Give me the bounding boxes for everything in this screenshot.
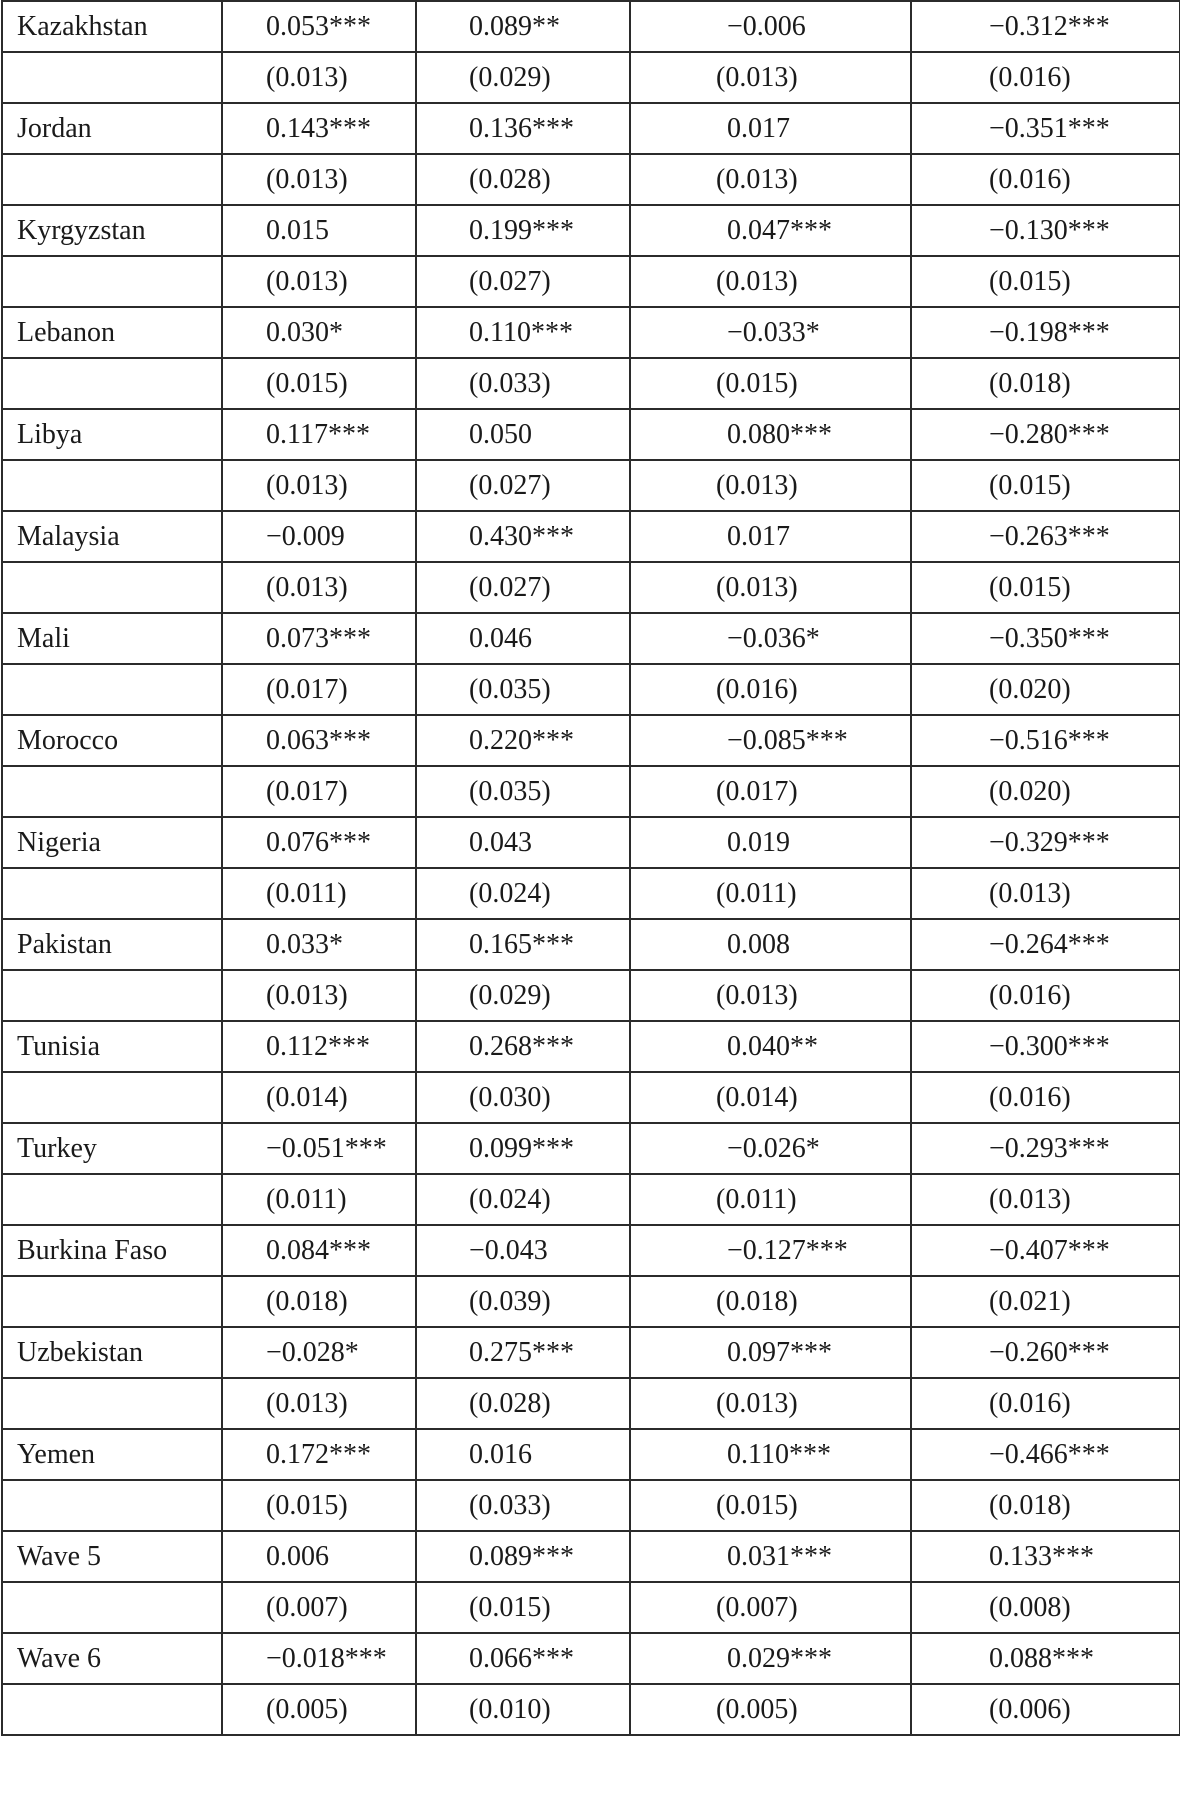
standard-error-cell: (0.013) (630, 1378, 911, 1429)
row-label: Uzbekistan (2, 1327, 222, 1378)
standard-error-cell: (0.013) (630, 562, 911, 613)
coefficient-cell: −0.085*** (630, 715, 911, 766)
standard-error-cell: (0.017) (222, 766, 416, 817)
standard-error-row-yemen (2, 1480, 1180, 1531)
standard-error-cell: (0.016) (630, 664, 911, 715)
coefficient-row-uzbekistan (2, 1327, 1180, 1378)
coefficient-cell: 0.165*** (416, 919, 630, 970)
coefficient-cell: 0.053*** (222, 1, 416, 52)
standard-error-cell: (0.016) (911, 154, 1180, 205)
coefficient-cell: 0.033* (222, 919, 416, 970)
row-label: Kyrgyzstan (2, 205, 222, 256)
standard-error-cell: (0.015) (911, 256, 1180, 307)
coefficient-row-mali (2, 613, 1180, 664)
coefficient-cell: 0.040** (630, 1021, 911, 1072)
coefficient-cell: 0.430*** (416, 511, 630, 562)
row-label: Nigeria (2, 817, 222, 868)
row-label: Wave 6 (2, 1633, 222, 1684)
standard-error-cell: (0.014) (630, 1072, 911, 1123)
coefficient-row-burkina-faso (2, 1225, 1180, 1276)
coefficient-cell: −0.407*** (911, 1225, 1180, 1276)
regression-table (1, 0, 1180, 1736)
standard-error-row-jordan (2, 154, 1180, 205)
coefficient-cell: 0.172*** (222, 1429, 416, 1480)
standard-error-cell: (0.018) (222, 1276, 416, 1327)
standard-error-row-burkina-faso (2, 1276, 1180, 1327)
coefficient-cell: −0.263*** (911, 511, 1180, 562)
standard-error-cell: (0.013) (222, 256, 416, 307)
coefficient-cell: 0.050 (416, 409, 630, 460)
coefficient-cell: 0.112*** (222, 1021, 416, 1072)
standard-error-cell: (0.015) (630, 358, 911, 409)
standard-error-cell: (0.013) (222, 1378, 416, 1429)
empty-label-cell (2, 766, 222, 817)
coefficient-cell: −0.198*** (911, 307, 1180, 358)
coefficient-cell: −0.351*** (911, 103, 1180, 154)
coefficient-cell: −0.300*** (911, 1021, 1180, 1072)
standard-error-cell: (0.015) (222, 1480, 416, 1531)
standard-error-cell: (0.005) (630, 1684, 911, 1735)
coefficient-row-pakistan (2, 919, 1180, 970)
coefficient-cell: −0.280*** (911, 409, 1180, 460)
standard-error-cell: (0.013) (222, 52, 416, 103)
row-label: Burkina Faso (2, 1225, 222, 1276)
standard-error-cell: (0.014) (222, 1072, 416, 1123)
coefficient-cell: 0.031*** (630, 1531, 911, 1582)
empty-label-cell (2, 1174, 222, 1225)
coefficient-row-morocco (2, 715, 1180, 766)
coefficient-row-wave-5 (2, 1531, 1180, 1582)
standard-error-cell: (0.028) (416, 154, 630, 205)
coefficient-cell: −0.466*** (911, 1429, 1180, 1480)
coefficient-cell: −0.043 (416, 1225, 630, 1276)
standard-error-row-turkey (2, 1174, 1180, 1225)
standard-error-cell: (0.017) (630, 766, 911, 817)
standard-error-row-kyrgyzstan (2, 256, 1180, 307)
coefficient-cell: 0.008 (630, 919, 911, 970)
standard-error-cell: (0.011) (630, 1174, 911, 1225)
standard-error-cell: (0.013) (911, 1174, 1180, 1225)
standard-error-cell: (0.028) (416, 1378, 630, 1429)
standard-error-cell: (0.024) (416, 868, 630, 919)
standard-error-cell: (0.013) (630, 154, 911, 205)
standard-error-cell: (0.013) (222, 154, 416, 205)
standard-error-cell: (0.006) (911, 1684, 1180, 1735)
row-label: Libya (2, 409, 222, 460)
row-label: Kazakhstan (2, 1, 222, 52)
standard-error-cell: (0.013) (630, 460, 911, 511)
standard-error-cell: (0.011) (630, 868, 911, 919)
coefficient-row-lebanon (2, 307, 1180, 358)
standard-error-row-tunisia (2, 1072, 1180, 1123)
coefficient-cell: −0.329*** (911, 817, 1180, 868)
coefficient-cell: 0.047*** (630, 205, 911, 256)
standard-error-cell: (0.027) (416, 256, 630, 307)
standard-error-cell: (0.007) (630, 1582, 911, 1633)
coefficient-cell: 0.117*** (222, 409, 416, 460)
coefficient-row-kazakhstan (2, 1, 1180, 52)
standard-error-cell: (0.021) (911, 1276, 1180, 1327)
standard-error-cell: (0.033) (416, 1480, 630, 1531)
coefficient-cell: 0.133*** (911, 1531, 1180, 1582)
standard-error-cell: (0.020) (911, 766, 1180, 817)
coefficient-row-yemen (2, 1429, 1180, 1480)
coefficient-cell: 0.066*** (416, 1633, 630, 1684)
coefficient-cell: 0.016 (416, 1429, 630, 1480)
row-label: Turkey (2, 1123, 222, 1174)
standard-error-cell: (0.013) (222, 460, 416, 511)
standard-error-cell: (0.018) (911, 358, 1180, 409)
coefficient-cell: 0.110*** (630, 1429, 911, 1480)
coefficient-cell: −0.516*** (911, 715, 1180, 766)
standard-error-cell: (0.015) (630, 1480, 911, 1531)
empty-label-cell (2, 460, 222, 511)
coefficient-cell: 0.076*** (222, 817, 416, 868)
standard-error-cell: (0.013) (630, 970, 911, 1021)
standard-error-cell: (0.013) (222, 562, 416, 613)
standard-error-cell: (0.007) (222, 1582, 416, 1633)
standard-error-cell: (0.015) (911, 562, 1180, 613)
coefficient-cell: 0.017 (630, 511, 911, 562)
standard-error-cell: (0.027) (416, 562, 630, 613)
coefficient-cell: 0.073*** (222, 613, 416, 664)
standard-error-cell: (0.015) (222, 358, 416, 409)
standard-error-cell: (0.020) (911, 664, 1180, 715)
coefficient-cell: −0.127*** (630, 1225, 911, 1276)
empty-label-cell (2, 154, 222, 205)
row-label: Pakistan (2, 919, 222, 970)
coefficient-cell: −0.006 (630, 1, 911, 52)
standard-error-row-pakistan (2, 970, 1180, 1021)
standard-error-cell: (0.013) (630, 256, 911, 307)
standard-error-cell: (0.016) (911, 1072, 1180, 1123)
standard-error-row-wave-5 (2, 1582, 1180, 1633)
row-label: Mali (2, 613, 222, 664)
standard-error-cell: (0.013) (630, 52, 911, 103)
coefficient-cell: −0.028* (222, 1327, 416, 1378)
empty-label-cell (2, 1684, 222, 1735)
coefficient-row-nigeria (2, 817, 1180, 868)
standard-error-row-uzbekistan (2, 1378, 1180, 1429)
coefficient-cell: 0.019 (630, 817, 911, 868)
row-label: Jordan (2, 103, 222, 154)
standard-error-row-lebanon (2, 358, 1180, 409)
coefficient-cell: 0.046 (416, 613, 630, 664)
row-label: Morocco (2, 715, 222, 766)
coefficient-cell: −0.130*** (911, 205, 1180, 256)
empty-label-cell (2, 970, 222, 1021)
coefficient-cell: 0.136*** (416, 103, 630, 154)
standard-error-cell: (0.030) (416, 1072, 630, 1123)
coefficient-cell: −0.260*** (911, 1327, 1180, 1378)
empty-label-cell (2, 562, 222, 613)
standard-error-row-kazakhstan (2, 52, 1180, 103)
standard-error-cell: (0.033) (416, 358, 630, 409)
coefficient-row-malaysia (2, 511, 1180, 562)
standard-error-cell: (0.035) (416, 766, 630, 817)
coefficient-row-kyrgyzstan (2, 205, 1180, 256)
coefficient-cell: −0.293*** (911, 1123, 1180, 1174)
standard-error-cell: (0.024) (416, 1174, 630, 1225)
standard-error-cell: (0.008) (911, 1582, 1180, 1633)
coefficient-cell: 0.030* (222, 307, 416, 358)
coefficient-cell: −0.018*** (222, 1633, 416, 1684)
coefficient-cell: 0.017 (630, 103, 911, 154)
coefficient-cell: −0.051*** (222, 1123, 416, 1174)
row-label: Wave 5 (2, 1531, 222, 1582)
standard-error-cell: (0.013) (222, 970, 416, 1021)
standard-error-cell: (0.016) (911, 970, 1180, 1021)
standard-error-cell: (0.013) (911, 868, 1180, 919)
standard-error-cell: (0.039) (416, 1276, 630, 1327)
standard-error-row-libya (2, 460, 1180, 511)
standard-error-row-nigeria (2, 868, 1180, 919)
standard-error-cell: (0.015) (416, 1582, 630, 1633)
empty-label-cell (2, 1072, 222, 1123)
coefficient-cell: −0.033* (630, 307, 911, 358)
coefficient-row-tunisia (2, 1021, 1180, 1072)
row-label: Lebanon (2, 307, 222, 358)
coefficient-cell: 0.006 (222, 1531, 416, 1582)
coefficient-cell: 0.084*** (222, 1225, 416, 1276)
standard-error-cell: (0.035) (416, 664, 630, 715)
standard-error-cell: (0.010) (416, 1684, 630, 1735)
coefficient-cell: 0.029*** (630, 1633, 911, 1684)
coefficient-cell: 0.220*** (416, 715, 630, 766)
row-label: Malaysia (2, 511, 222, 562)
empty-label-cell (2, 1378, 222, 1429)
standard-error-cell: (0.005) (222, 1684, 416, 1735)
coefficient-row-wave-6 (2, 1633, 1180, 1684)
coefficient-cell: 0.097*** (630, 1327, 911, 1378)
standard-error-cell: (0.011) (222, 868, 416, 919)
coefficient-cell: 0.015 (222, 205, 416, 256)
coefficient-cell: −0.350*** (911, 613, 1180, 664)
standard-error-row-malaysia (2, 562, 1180, 613)
empty-label-cell (2, 1480, 222, 1531)
coefficient-cell: 0.089** (416, 1, 630, 52)
coefficient-cell: 0.043 (416, 817, 630, 868)
row-label: Tunisia (2, 1021, 222, 1072)
empty-label-cell (2, 1582, 222, 1633)
coefficient-cell: −0.026* (630, 1123, 911, 1174)
coefficient-cell: −0.036* (630, 613, 911, 664)
standard-error-row-wave-6 (2, 1684, 1180, 1735)
coefficient-row-turkey (2, 1123, 1180, 1174)
standard-error-cell: (0.011) (222, 1174, 416, 1225)
standard-error-cell: (0.018) (630, 1276, 911, 1327)
empty-label-cell (2, 664, 222, 715)
coefficient-cell: 0.080*** (630, 409, 911, 460)
coefficient-cell: 0.275*** (416, 1327, 630, 1378)
coefficient-cell: 0.110*** (416, 307, 630, 358)
coefficient-cell: −0.264*** (911, 919, 1180, 970)
empty-label-cell (2, 868, 222, 919)
standard-error-cell: (0.029) (416, 970, 630, 1021)
empty-label-cell (2, 52, 222, 103)
coefficient-cell: −0.312*** (911, 1, 1180, 52)
coefficient-cell: 0.089*** (416, 1531, 630, 1582)
coefficient-cell: 0.143*** (222, 103, 416, 154)
standard-error-row-morocco (2, 766, 1180, 817)
standard-error-row-mali (2, 664, 1180, 715)
standard-error-cell: (0.017) (222, 664, 416, 715)
coefficient-row-jordan (2, 103, 1180, 154)
empty-label-cell (2, 256, 222, 307)
standard-error-cell: (0.029) (416, 52, 630, 103)
coefficient-row-libya (2, 409, 1180, 460)
standard-error-cell: (0.018) (911, 1480, 1180, 1531)
table-body (2, 1, 1180, 1735)
coefficient-cell: 0.099*** (416, 1123, 630, 1174)
standard-error-cell: (0.015) (911, 460, 1180, 511)
coefficient-cell: 0.088*** (911, 1633, 1180, 1684)
empty-label-cell (2, 1276, 222, 1327)
coefficient-cell: 0.063*** (222, 715, 416, 766)
standard-error-cell: (0.027) (416, 460, 630, 511)
coefficient-cell: −0.009 (222, 511, 416, 562)
standard-error-cell: (0.016) (911, 1378, 1180, 1429)
row-label: Yemen (2, 1429, 222, 1480)
standard-error-cell: (0.016) (911, 52, 1180, 103)
empty-label-cell (2, 358, 222, 409)
coefficient-cell: 0.199*** (416, 205, 630, 256)
coefficient-cell: 0.268*** (416, 1021, 630, 1072)
